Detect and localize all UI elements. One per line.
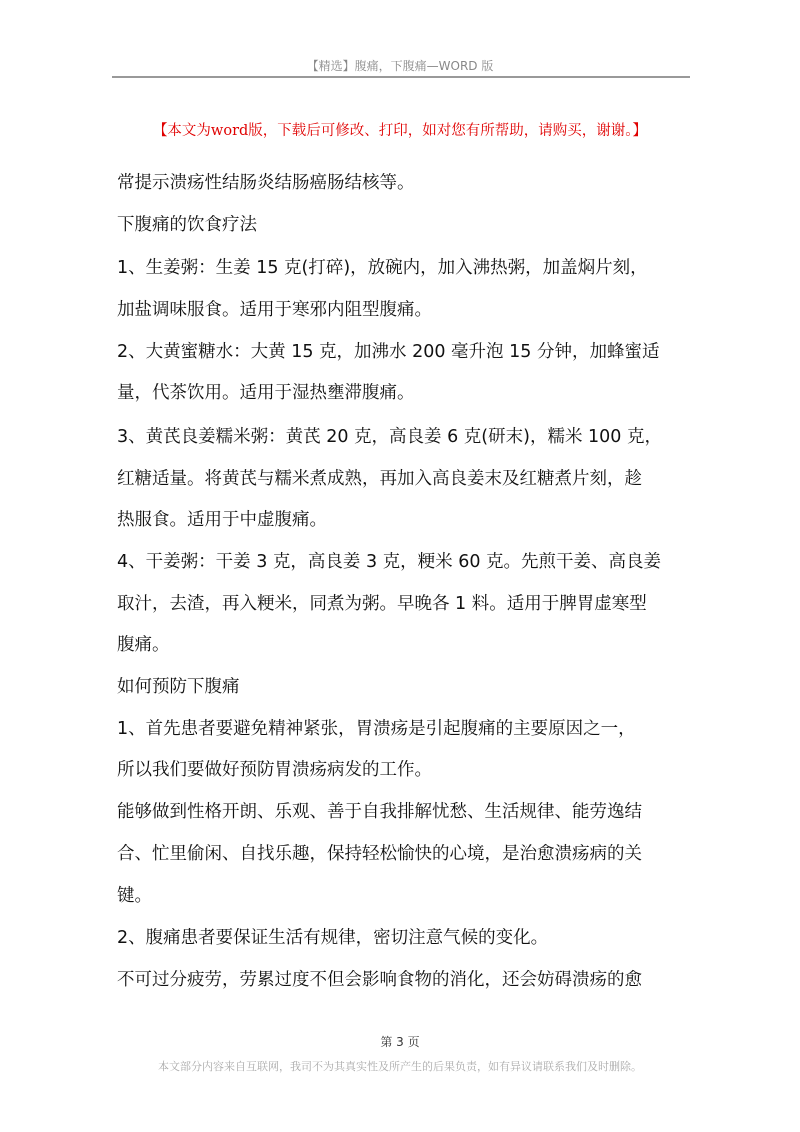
footer-disclaimer: 本文部分内容来自互联网，我司不为其真实性及所产生的后果负责，如有异议请联系我们及时删除。 [158,1060,642,1073]
paragraph-line: 所以我们要做好预防胃溃疡病发的工作。 [117,760,432,780]
paragraph-line: 1、首先患者要避免精神紧张，胃溃疡是引起腹痛的主要原因之一， [117,719,636,739]
paragraph-line: 能够做到性格开朗、乐观、善于自我排解忧愁、生活规律、能劳逸结 [117,802,642,822]
paragraph-line: 键。 [117,886,152,906]
paragraph-line: 4、干姜粥：干姜 3 克，高良姜 3 克，粳米 60 克。先煎干姜、高良姜 [117,552,662,572]
page-header: 【精选】腹痛，下腹痛—WORD 版 [306,59,494,73]
paragraph-line: 2、腹痛患者要保证生活有规律，密切注意气候的变化。 [117,928,549,948]
paragraph-line: 腹痛。 [117,635,170,655]
paragraph-line: 加盐调味服食。适用于寒邪内阻型腹痛。 [117,300,432,320]
paragraph-line: 合、忙里偷闲、自找乐趣，保持轻松愉快的心境，是治愈溃疡病的关 [117,844,642,864]
paragraph-line: 红糖适量。将黄芪与糯米煮成熟，再加入高良姜末及红糖煮片刻，趁 [117,469,642,489]
paragraph-line: 1、生姜粥：生姜 15 克(打碎)，放碗内，加入沸热粥，加盖焖片刻， [117,258,648,278]
paragraph-line: 热服食。适用于中虚腹痛。 [117,510,327,530]
paragraph-line: 下腹痛的饮食疗法 [117,215,257,235]
paragraph-line: 如何预防下腹痛 [117,677,240,697]
paragraph-line: 常提示溃疡性结肠炎结肠癌肠结核等。 [117,173,415,193]
paragraph-line: 不可过分疲劳，劳累过度不但会影响食物的消化，还会妨碍溃疡的愈 [117,970,642,990]
paragraph-line: 取汁，去渣，再入粳米，同煮为粥。早晚各 1 料。适用于脾胃虚寒型 [117,594,647,614]
download-notice: 【本文为word版，下载后可修改、打印，如对您有所帮助，请购买，谢谢。】 [152,123,648,139]
page-number: 第 3 页 [380,1035,420,1049]
paragraph-line: 量，代茶饮用。适用于湿热壅滞腹痛。 [117,383,415,403]
paragraph-line: 3、黄芪良姜糯米粥：黄芪 20 克，高良姜 6 克(研末)，糯米 100 克， [117,427,662,447]
header-divider [112,76,690,78]
paragraph-line: 2、大黄蜜糖水：大黄 15 克，加沸水 200 毫升泡 15 分钟，加蜂蜜适 [117,342,660,362]
